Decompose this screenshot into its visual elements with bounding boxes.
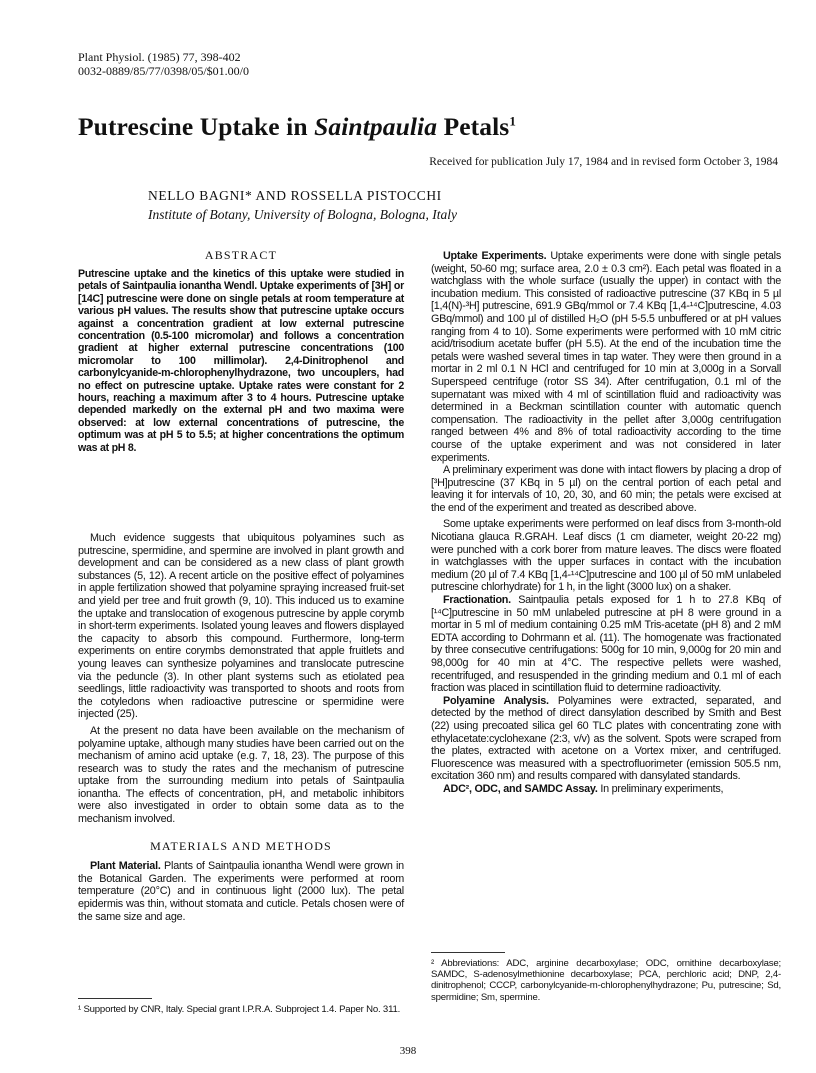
abstract-heading: ABSTRACT [204,248,278,262]
footnote-rule-left [78,998,152,999]
journal-citation: Plant Physiol. (1985) 77, 398-402 [78,50,241,64]
authors: NELLO BAGNI* AND ROSSELLA PISTOCCHI [148,188,442,203]
title-suffix: Petals [437,112,510,141]
plant-material-text: Plants of Saintpaulia ionantha Wendl were grown in the Botanical Garden. The experiments were performed at room temperature (20°C) and in continuous light (2000 lux). The petal epidermis was thin, without stomata and cuticle. Petals chosen were of the same size and age. [78,860,404,923]
adc-paragraph [431,783,781,796]
plant-material-paragraph [78,860,404,923]
title-prefix: Putrescine Uptake in [78,112,315,141]
right-column [431,250,781,796]
leaf-disc-paragraph: Some uptake experiments were performed on leaf discs from 3-month-old Nicotiana glauca R.GRAH. Leaf discs (1 cm diameter, weight 20-22 mg) were punched with a cork borer from mature leaves. The discs were floated in watchglasses with the upper surfaces in contact with the incubation medium (20 µl of 7.4 KBq [1,4-¹⁴C]putrescine and 100 µl of 50 mM unlabeled putrescine chlorhydrate) for 1 h, in the light (3000 lux) on a shaker. [431,518,781,594]
uptake-paragraph [431,250,781,464]
fractionation-paragraph [431,594,781,695]
fractionation-text: Saintpaulia petals exposed for 1 h to 27.8 KBq of [¹⁴C]putrescine in 50 mM unlabeled putrescine at pH 8 were ground in a mortar in 5 ml of medium containing 0.25 mM Tris-acetate (pH 8) and 2 mM EDTA according to Dohrmann et al. (11). The homogenate was fractionated by three consecutive centrifugations: 500g for 10 min, 9,000g for 20 min and 98,000g for 40 min at 4°C. The respective pellets were washed, recentrifuged, and resuspended in the grinding medium and 0.1 ml of each fraction was placed in scintillation fluid to determine radioactivity. [431,594,781,695]
footnote-rule-right [431,952,505,953]
affiliation: Institute of Botany, University of Bologna, Bologna, Italy [148,207,457,222]
left-column [78,532,404,923]
abstract-text: Putrescine uptake and the kinetics of this uptake were studied in petals of Saintpaulia ionantha Wendl. Uptake experiments of [3H] or [14C] putrescine were done on single petals at room temperature at various pH values. The results show that putrescine uptake occurs against a concentration gradient at low external putrescine concentration (0.5-100 micromolar) and follows a concentration gradient at higher external putrescine concentrations (100 micromolar to 100 millimolar). 2,4-Dinitrophenol and carbonylcyanide-m-chlorophenylhydrazone, two uncouplers, had no effect on putrescine uptake. Uptake rates were constant for 2 hours, reaching a maximum after 3 to 4 hours. Putrescine uptake depended markedly on the external pH and two maxima were observed: at low external concentrations of putrescine, the optimum was at pH 5 to 5.5; at higher concentrations the optimum was at pH 8. [78,268,404,454]
paper-title [78,112,516,142]
polyamine-paragraph [431,695,781,783]
adc-text: In preliminary experiments, [597,782,724,795]
received-date: Received for publication July 17, 1984 and in revised form October 3, 1984 [429,156,778,168]
polyamine-label: Polyamine Analysis. [443,694,549,707]
adc-label: ADC², ODC, and SAMDC Assay. [443,782,598,795]
preliminary-paragraph: A preliminary experiment was done with intact flowers by placing a drop of [³H]putrescine (37 KBq in 5 µl) on the central portion of each petal and leaving it for intervals of 10, 20, 30, and 60 min; the petals were excised at the end of the experiment and treated as described above. [431,464,781,514]
intro-paragraph-1: Much evidence suggests that ubiquitous polyamines such as putrescine, spermidine, and spermine are involved in plant growth and development and can be considered as a new class of plant growth substances (5, 12). A recent article on the positive effect of polyamines in apple fertilization showed that polyamine spraying increased fruit-set and yield per tree and fruit growth (9, 10). This induced us to examine the uptake and translocation of exogenous putrescine by apple corymb in short-term experiments. Isolated young leaves and flowers displayed the capacity to absorb this compound. Furthermore, long-term experiments on entire corymbs demonstrated that apple fruitlets and young leaves can synthesize polyamines and translocate putrescine via the peduncle (3). In other plant systems such as etiolated pea seedlings, little radioactivity was transported to shoots and roots from the cotyledons when radioactive putrescine or spermidine were injected (25). [78,532,404,721]
footnote-abbreviations: ² Abbreviations: ADC, arginine decarboxylase; ODC, ornithine decarboxylase; SAMDC, S-adenosylmethionine decarboxylase; PCA, perchloric acid; DNP, 2,4-dinitrophenol; CCCP, carbonylcyanide-m-chlorophenylhydrazone; Pu, putrescine; Sd, spermidine; Sm, spermine. [431,958,781,1003]
page-number: 398 [399,1045,417,1057]
journal-code: 0032-0889/85/77/0398/05/$01.00/0 [78,64,249,78]
plant-material-label: Plant Material. [90,860,161,873]
fractionation-label: Fractionation. [443,594,511,607]
intro-paragraph-2: At the present no data have been available on the mechanism of polyamine uptake, although many studies have been carried out on the mechanism of amino acid uptake (e.g. 7, 18, 23). The purpose of this research was to study the rates and the mechanism of putrescine uptake from the surrounding medium into petals of Saintpaulia ionantha. The effects of concentration, pH, and metabolic inhibitors were also investigated in order to obtain some data as to the mechanism involved. [78,724,404,826]
title-genus: Saintpaulia [314,112,438,141]
title-footnote-mark: 1 [509,113,516,129]
uptake-text: Uptake experiments were done with single petals (weight, 50-60 mg; surface area, 2.0 ± 0.3 cm²). Each petal was floated in a watchglass with the whole surface (usually the upper) in contact with the incubation medium. This consisted of radioactive putrescine (37 KBq in 5 µl [1,4(N)-³H] putrescine, 691.9 GBq/mmol or 7.4 KBq [1,4-¹⁴C]putrescine, 4.03 GBq/mmol) and 100 µl of distilled H₂O (pH 5-5.5 unbuffered or at pH values ranging from 4 to 10). Some experiments were performed with 10 mM citric acid/trisodium acetate buffer (pH 5.5). At the end of the incubation time the petals were washed several times in tap water. They were then ground in a mortar in 2 ml 0.1 N HCl and centrifuged for 10 min at 3,000g in a Sorvall Superspeed centrifuge (rotor SS 34). After centrifugation, 0.1 ml of the supernatant was mixed with 4 ml of scintillation fluid and radioactivity was determined in a Beckman scintillation counter with automatic quench compensation. The radioactivity in the pellet after 3,000g centrifugation ranged between 4% and 8% of total radioactivity according to the time course of the uptake experiment and was not considered in later experiments. [431,250,781,464]
polyamine-text: Polyamines were extracted, separated, and detected by the method of direct dansylation described by Smith and Best (22) using precoated silica gel 60 TLC plates with concentrating zone with ethylacetate:cyclohexane (2:3, v/v) as the solvent. Spots were scraped from the plates, extracted with acetone on a Vortex mixer, and centrifuged. Fluorescence was measured with a spectrofluorimeter (emission 505.5 nm, excitation 360 nm) and results compared with dansylated standards. [431,694,782,783]
methods-heading: MATERIALS AND METHODS [150,838,332,853]
uptake-label: Uptake Experiments. [443,250,547,262]
footnote-support: ¹ Supported by CNR, Italy. Special grant I.P.R.A. Subproject 1.4. Paper No. 311. [78,1004,401,1015]
journal-header [78,50,249,78]
